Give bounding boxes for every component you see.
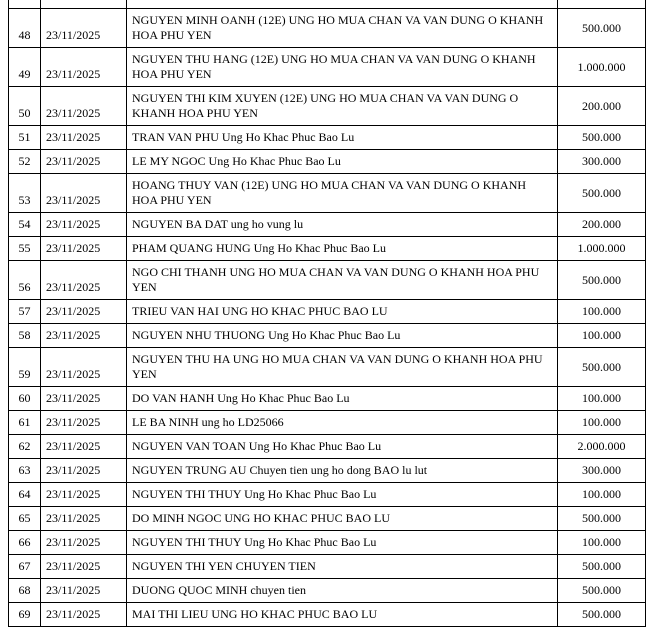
amount-cell: 100.000 xyxy=(558,483,646,507)
date-cell: 23/11/2025 xyxy=(41,579,127,603)
amount-cell: 500.000 xyxy=(558,507,646,531)
description-cell xyxy=(127,0,558,9)
row-number-cell: 48 xyxy=(9,9,41,48)
amount-cell: 500.000 xyxy=(558,126,646,150)
date-cell: 23/11/2025 xyxy=(41,300,127,324)
date-cell: 23/11/2025 xyxy=(41,507,127,531)
date-cell: 23/11/2025 xyxy=(41,150,127,174)
amount-cell: 1.000.000 xyxy=(558,237,646,261)
date-cell: 23/11/2025 xyxy=(41,387,127,411)
row-number-cell: 52 xyxy=(9,150,41,174)
table-row xyxy=(9,300,646,324)
table-row xyxy=(9,261,646,300)
table-row xyxy=(9,237,646,261)
table-row xyxy=(9,87,646,126)
description-cell: PHAM QUANG HUNG Ung Ho Khac Phuc Bao Lu xyxy=(127,237,558,261)
date-cell: 23/11/2025 xyxy=(41,435,127,459)
table-row xyxy=(9,603,646,627)
table-row xyxy=(9,411,646,435)
table-row xyxy=(9,459,646,483)
row-number-cell: 68 xyxy=(9,579,41,603)
row-number-cell: 57 xyxy=(9,300,41,324)
row-number-cell: 64 xyxy=(9,483,41,507)
row-number-cell: 53 xyxy=(9,174,41,213)
description-cell: LE MY NGOC Ung Ho Khac Phuc Bao Lu xyxy=(127,150,558,174)
row-number-cell: 58 xyxy=(9,324,41,348)
row-number-cell: 65 xyxy=(9,507,41,531)
row-number-cell: 54 xyxy=(9,213,41,237)
row-number-cell: 51 xyxy=(9,126,41,150)
date-cell: 23/11/2025 xyxy=(41,9,127,48)
row-number-cell: 49 xyxy=(9,48,41,87)
date-cell: 23/11/2025 xyxy=(41,237,127,261)
table-row xyxy=(9,150,646,174)
description-cell: NGO CHI THANH UNG HO MUA CHAN VA VAN DUNG O KHANH HOA PHU YEN xyxy=(127,261,558,300)
amount-cell: 500.000 xyxy=(558,348,646,387)
table-row xyxy=(9,348,646,387)
date-cell: 23/11/2025 xyxy=(41,126,127,150)
amount-cell: 500.000 xyxy=(558,555,646,579)
date-cell xyxy=(41,0,127,9)
amount-cell: 500.000 xyxy=(558,603,646,627)
row-number-cell: 59 xyxy=(9,348,41,387)
table-row xyxy=(9,174,646,213)
date-cell: 23/11/2025 xyxy=(41,459,127,483)
description-cell: NGUYEN THI THUY Ung Ho Khac Phuc Bao Lu xyxy=(127,531,558,555)
amount-cell: 100.000 xyxy=(558,387,646,411)
date-cell: 23/11/2025 xyxy=(41,174,127,213)
description-cell: NGUYEN NHU THUONG Ung Ho Khac Phuc Bao Lu xyxy=(127,324,558,348)
date-cell: 23/11/2025 xyxy=(41,213,127,237)
date-cell: 23/11/2025 xyxy=(41,87,127,126)
amount-cell: 100.000 xyxy=(558,531,646,555)
description-cell: DO MINH NGOC UNG HO KHAC PHUC BAO LU xyxy=(127,507,558,531)
date-cell: 23/11/2025 xyxy=(41,555,127,579)
date-cell: 23/11/2025 xyxy=(41,48,127,87)
row-number-cell: 63 xyxy=(9,459,41,483)
table-row xyxy=(9,555,646,579)
description-cell: TRIEU VAN HAI UNG HO KHAC PHUC BAO LU xyxy=(127,300,558,324)
row-number-cell: 66 xyxy=(9,531,41,555)
row-number-cell: 50 xyxy=(9,87,41,126)
description-cell: NGUYEN THU HANG (12E) UNG HO MUA CHAN VA VAN DUNG O KHANH HOA PHU YEN xyxy=(127,48,558,87)
amount-cell: 300.000 xyxy=(558,150,646,174)
description-cell: NGUYEN THI THUY Ung Ho Khac Phuc Bao Lu xyxy=(127,483,558,507)
amount-cell: 1.000.000 xyxy=(558,48,646,87)
table-row xyxy=(9,324,646,348)
amount-cell: 100.000 xyxy=(558,324,646,348)
description-cell: MAI THI LIEU UNG HO KHAC PHUC BAO LU xyxy=(127,603,558,627)
amount-cell: 100.000 xyxy=(558,411,646,435)
date-cell: 23/11/2025 xyxy=(41,483,127,507)
description-cell: NGUYEN MINH OANH (12E) UNG HO MUA CHAN VA VAN DUNG O KHANH HOA PHU YEN xyxy=(127,9,558,48)
amount-cell: 200.000 xyxy=(558,87,646,126)
row-number-cell: 62 xyxy=(9,435,41,459)
table-row xyxy=(9,579,646,603)
description-cell: DUONG QUOC MINH chuyen tien xyxy=(127,579,558,603)
row-number-cell: 60 xyxy=(9,387,41,411)
description-cell: NGUYEN TRUNG AU Chuyen tien ung ho dong BAO lu lut xyxy=(127,459,558,483)
date-cell: 23/11/2025 xyxy=(41,261,127,300)
date-cell: 23/11/2025 xyxy=(41,603,127,627)
amount-cell: 500.000 xyxy=(558,579,646,603)
row-number-cell: 69 xyxy=(9,603,41,627)
amount-cell xyxy=(558,0,646,9)
table-row xyxy=(9,387,646,411)
date-cell: 23/11/2025 xyxy=(41,531,127,555)
donation-table xyxy=(8,0,646,627)
partial-top-row xyxy=(9,0,646,9)
table-row xyxy=(9,9,646,48)
description-cell: NGUYEN BA DAT ung ho vung lu xyxy=(127,213,558,237)
table-row xyxy=(9,213,646,237)
description-cell: NGUYEN THI YEN CHUYEN TIEN xyxy=(127,555,558,579)
date-cell: 23/11/2025 xyxy=(41,411,127,435)
amount-cell: 2.000.000 xyxy=(558,435,646,459)
row-number-cell: 61 xyxy=(9,411,41,435)
row-number-cell xyxy=(9,0,41,9)
table-row xyxy=(9,48,646,87)
table-row xyxy=(9,507,646,531)
description-cell: NGUYEN VAN TOAN Ung Ho Khac Phuc Bao Lu xyxy=(127,435,558,459)
description-cell: NGUYEN THI KIM XUYEN (12E) UNG HO MUA CHAN VA VAN DUNG O KHANH HOA PHU YEN xyxy=(127,87,558,126)
date-cell: 23/11/2025 xyxy=(41,324,127,348)
amount-cell: 500.000 xyxy=(558,174,646,213)
row-number-cell: 56 xyxy=(9,261,41,300)
amount-cell: 200.000 xyxy=(558,213,646,237)
row-number-cell: 67 xyxy=(9,555,41,579)
amount-cell: 300.000 xyxy=(558,459,646,483)
donation-table-body xyxy=(9,0,646,627)
table-row xyxy=(9,483,646,507)
description-cell: DO VAN HANH Ung Ho Khac Phuc Bao Lu xyxy=(127,387,558,411)
description-cell: HOANG THUY VAN (12E) UNG HO MUA CHAN VA VAN DUNG O KHANH HOA PHU YEN xyxy=(127,174,558,213)
table-row xyxy=(9,126,646,150)
amount-cell: 100.000 xyxy=(558,300,646,324)
description-cell: LE BA NINH ung ho LD25066 xyxy=(127,411,558,435)
amount-cell: 500.000 xyxy=(558,261,646,300)
description-cell: TRAN VAN PHU Ung Ho Khac Phuc Bao Lu xyxy=(127,126,558,150)
description-cell: NGUYEN THU HA UNG HO MUA CHAN VA VAN DUNG O KHANH HOA PHU YEN xyxy=(127,348,558,387)
date-cell: 23/11/2025 xyxy=(41,348,127,387)
amount-cell: 500.000 xyxy=(558,9,646,48)
table-row xyxy=(9,531,646,555)
row-number-cell: 55 xyxy=(9,237,41,261)
table-row xyxy=(9,435,646,459)
